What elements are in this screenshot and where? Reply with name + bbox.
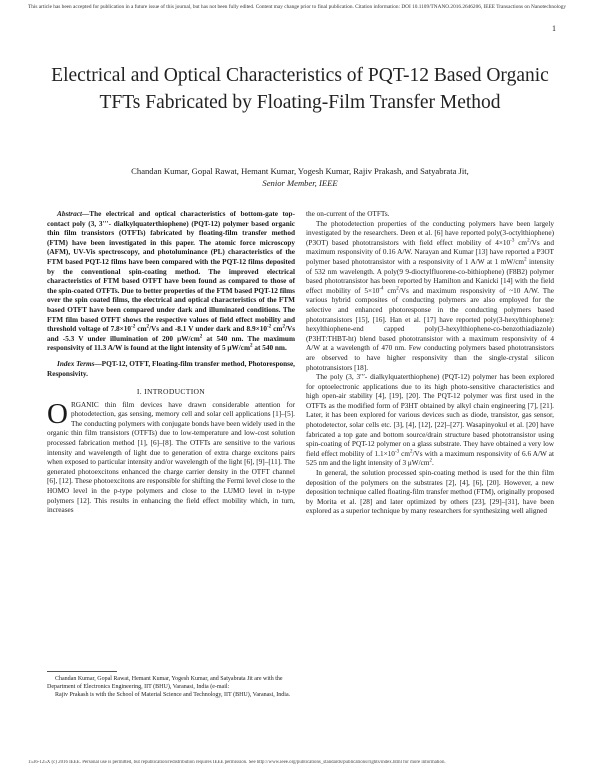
abstract: Abstract—The electrical and optical characteristics of bottom-gate top-contact poly (3, 3′′′- dialkylquaterthiophene) (PQT-12) polymer based organic thin film transistors (OTFTs) fabricated by floating-film transfer method (FTM) have been investigated in this paper. The atomic force microscopy (AFM), UV-Vis spectroscopy, and photoluminance (PL) characteristics of the FTM based PQT-12 films have been compared with the PQT-12 films deposited by the conventional spin-coating method. The improved electrical characteristics of FTM based OTFT have been found as compared to those of the spin-coated OTFTs. Due to better properties of the FTM based PQT-12 films over the spin coated films, the electrical and optical characteristics of the FTM based OTFT have been compared under dark and illuminated conditions. The FTM film based OTFT shows the respective values of field effect mobility and threshold voltage of $7.8\times 10^{-2}$ $cm^2/Vs$ and -8.1 V under dark and $8.9\times 10^{-2}$ $cm^2/Vs$ and -5.3 V under illumination of 200 $\mu W/cm^2$ at 540 nm. The maximum responsivity of 11.3 A/W is found at the light intensity of 5 $\mu W/cm^2$ at 540 nm. xyxy=(47,210,296,353)
left-column xyxy=(47,210,295,516)
footnote-rule xyxy=(47,671,117,672)
ftm-paragraph: In general, the solution processed spin-coating method is used for the thin film deposition of the polymers on the substrates [2], [4], [6], [20]. However, a new deposition technique called floating-film transfer method (FTM), originally proposed by Morita et al. [28] and later optimized by others [23], [29]–[31], have been explored as a superior technique by many researchers for synthesizing well aligned xyxy=(306,469,554,516)
authors-membership: Senior Member, IEEE xyxy=(262,178,338,188)
author-list xyxy=(40,165,560,189)
footnote-prakash: Rajiv Prakash is with the School of Material Science and Technology, IIT (BHU), Varanasi, India. xyxy=(55,691,291,698)
right-column xyxy=(306,210,554,517)
footnote-authors: Chandan Kumar, Gopal Rawat, Hemant Kumar, Yogesh Kumar, and Satyabrata Jit are with the Department of Electronics Engineering, IIT (BHU), Varanasi, India (e-mail: xyxy=(47,676,283,690)
intro-continued: the on-current of the OTFTs. xyxy=(306,210,390,218)
drop-cap: O xyxy=(47,397,68,430)
index-terms-label: Index Terms xyxy=(57,359,95,368)
abstract-label: Abstract xyxy=(57,210,82,218)
pqt12-paragraph: The poly (3, 3′′′- dialkylquaterthiophene) (PQT-12) polymer has been explored for optoelectronic applications due to its high photo-sensitive characteristics and high open-air stability [4], [19], [20]. The PQT-12 polymer was first used in the OTFTs as the modified form of P3HT obtained by alkyl chain engineering [7], [21]. Later, it has been explored for various devices such as diode, transistor, gas sensor, photodetector, solar cells etc. [3], [4], [12], [22]–[27]. Wasapinyokul et al. [20] have fabricated a top gate and bottom source/drain structure based phototransistor using spin-coating of PQT-12 polymer on a glass substrate. They have obtained a very low field effect mobility of $1.1\times 10^{-3}$ $cm^2/Vs$ with a maximum responsivity of 6.6 A/W at 525 nm and the light intensity of 3 $\mu W/cm^2$. xyxy=(306,373,555,468)
authors-names: Chandan Kumar, Gopal Rawat, Hemant Kumar, Yogesh Kumar, Rajiv Prakash, and Satyabrata Jit, xyxy=(131,166,469,176)
copyright-footer: 1536-125X (c) 2016 IEEE. Personal use is permitted, but republication/redistribution requires IEEE permission. See http://www.ieee.org/publications_standards/publications/rights/index.html for more information. xyxy=(28,760,446,765)
intro-paragraph: ORGANIC thin film devices have drawn considerable attention for photodetection, gas sensing, memory cell and solar cell applications [1]–[5]. The conducting polymers with conjugate bonds have been widely used in the organic thin film transistors (OTFTs) due to low-temperature and low-cost solution processed fabrication method [1], [6]–[8]. The OTFTs are sensitive to the various intensity and wavelength of light due to generation of extra charge excitons pairs when exposed to particular intensity and/or wavelength of the light [6], [9]–[11]. The generated photoexcitons enhanced the charge carrier density in the OTFT channel [6], [12]. These photoexcitons are responsible for shifting the Fermi level close to the HOMO level in the p-type polymers and close to the LUMO level in n-type polymers [12]. This results in enhancing the field effect mobility which, in turn, increases xyxy=(47,397,295,515)
affiliation-footnote xyxy=(47,676,295,699)
section-heading-introduction: I. INTRODUCTION xyxy=(136,387,206,397)
page-number: 1 xyxy=(552,24,556,33)
photodetection-paragraph: The photodetection properties of the conducting polymers have been largely investigated by the researchers. Deen et al. [6] have reported poly(3-octylthiophene) (P3OT) based phototransistors with field effect mobility of $4\times 10^{-3}$ $cm^2/Vs$ and maximum responsivity of 0.16 A/W. Narayan and Kumar [13] have reported a P3OT polymer based phototransistor with a responsivity of 1 A/W at 1 $mW/cm^2$ intensity of 532 nm wavelength. A poly(9 9-dioctylfluorene-co-bithiophene) (F8B2) polymer based phototransistor has been reported by Hamilton and Kanicki [14] with the field effect mobility of $5\times 10^{-4}$ $cm^2/Vs$ and maximum responsivity of ~10 A/W. The various hybrid composites of conducting polymers are also employed for the selective and enhanced photoresponse in the conducting polymers based phototransistors [15], [16]. Han et al. [17] have reported poly(3-hexylthiophene): hexylthiophene-end capped poly(3-hexylthiophene-co-benzothiadiazole) (P3HT:THBT-ht) blend based phototransistor with a maximum responsivity of 4 A/W at a wavelength of 470 nm. Few conducting polymers based phototransistors are observed to have higher responsivity than the single-crystal silicon phototransistors [18]. xyxy=(306,219,555,372)
journal-notice: This article has been accepted for publication in a future issue of this journal, but has not been fully edited. Content may change prior to final publication. Citation information: DOI 10.1109/TNANO.2016.2646206, IEEE Transactions on Nanotechnology xyxy=(28,4,567,10)
index-terms: Index Terms—PQT-12, OTFT, Floating-film transfer method, Photoresponse, Responsivity. xyxy=(47,359,295,378)
paper-title: Electrical and Optical Characteristics of PQT-12 Based Organic TFTs Fabricated by Floating-Film Transfer Method xyxy=(51,65,549,113)
